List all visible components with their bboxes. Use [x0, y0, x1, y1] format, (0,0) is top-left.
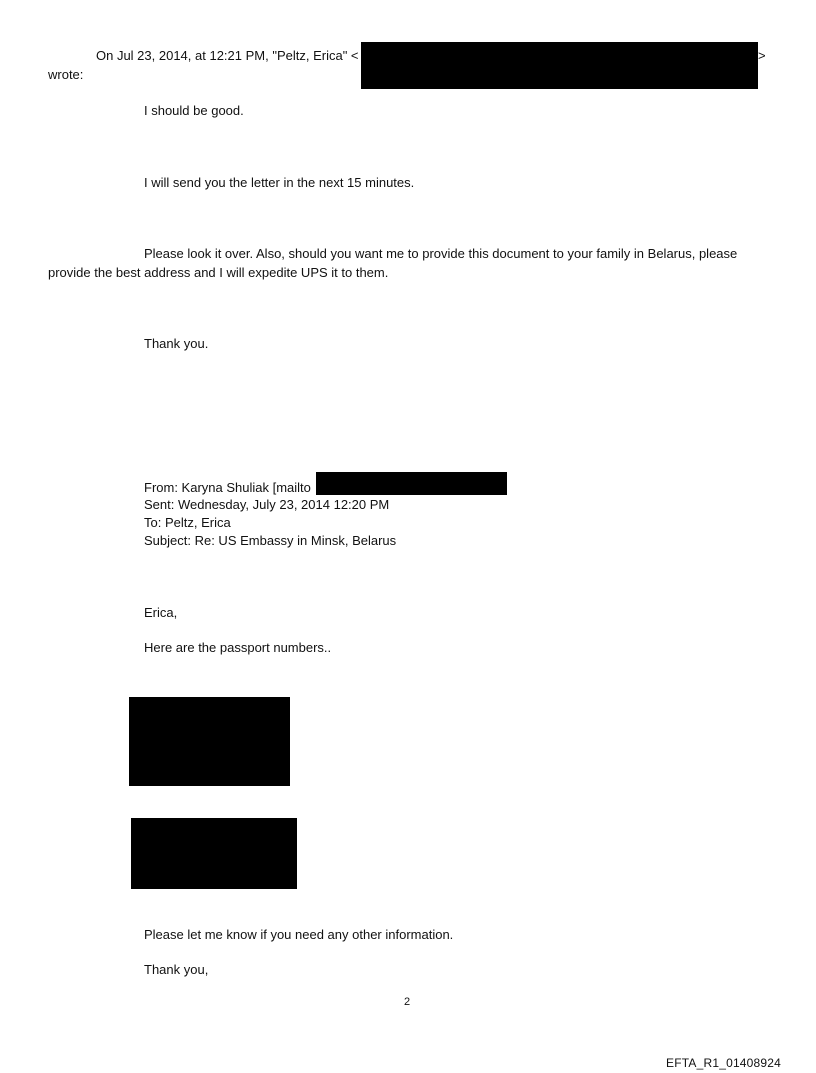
redacted-passport-number-2: [131, 818, 297, 889]
original-line-2: Please let me know if you need any other information.: [144, 927, 454, 942]
original-to: To: Peltz, Erica: [144, 515, 231, 530]
reply-header-wrote: wrote:: [48, 67, 84, 82]
reply-header-suffix: >: [758, 48, 766, 63]
original-subject: Subject: Re: US Embassy in Minsk, Belarus: [144, 533, 397, 548]
redacted-email-address: [361, 42, 758, 89]
reply-thank-you: Thank you.: [144, 336, 209, 351]
reply-line-2: I will send you the letter in the next 15 minutes.: [144, 175, 415, 190]
original-closing: Thank you,: [144, 962, 209, 977]
original-from: From: Karyna Shuliak [mailto: [144, 480, 311, 495]
reply-line-1: I should be good.: [144, 103, 244, 118]
reply-line-3b: provide the best address and I will expedite UPS it to them.: [48, 265, 389, 280]
reply-line-3a: Please look it over. Also, should you want me to provide this document to your family in Belarus, please: [144, 246, 738, 261]
original-line-1: Here are the passport numbers..: [144, 640, 332, 655]
original-greeting: Erica,: [144, 605, 178, 620]
original-sent: Sent: Wednesday, July 23, 2014 12:20 PM: [144, 497, 390, 512]
redacted-passport-number-1: [129, 697, 290, 786]
bates-number: EFTA_R1_01408924: [666, 1056, 782, 1070]
reply-header-prefix: On Jul 23, 2014, at 12:21 PM, "Peltz, Erica" <: [96, 48, 359, 63]
page-number: 2: [404, 996, 411, 1008]
redacted-mailto-address: [316, 472, 507, 495]
